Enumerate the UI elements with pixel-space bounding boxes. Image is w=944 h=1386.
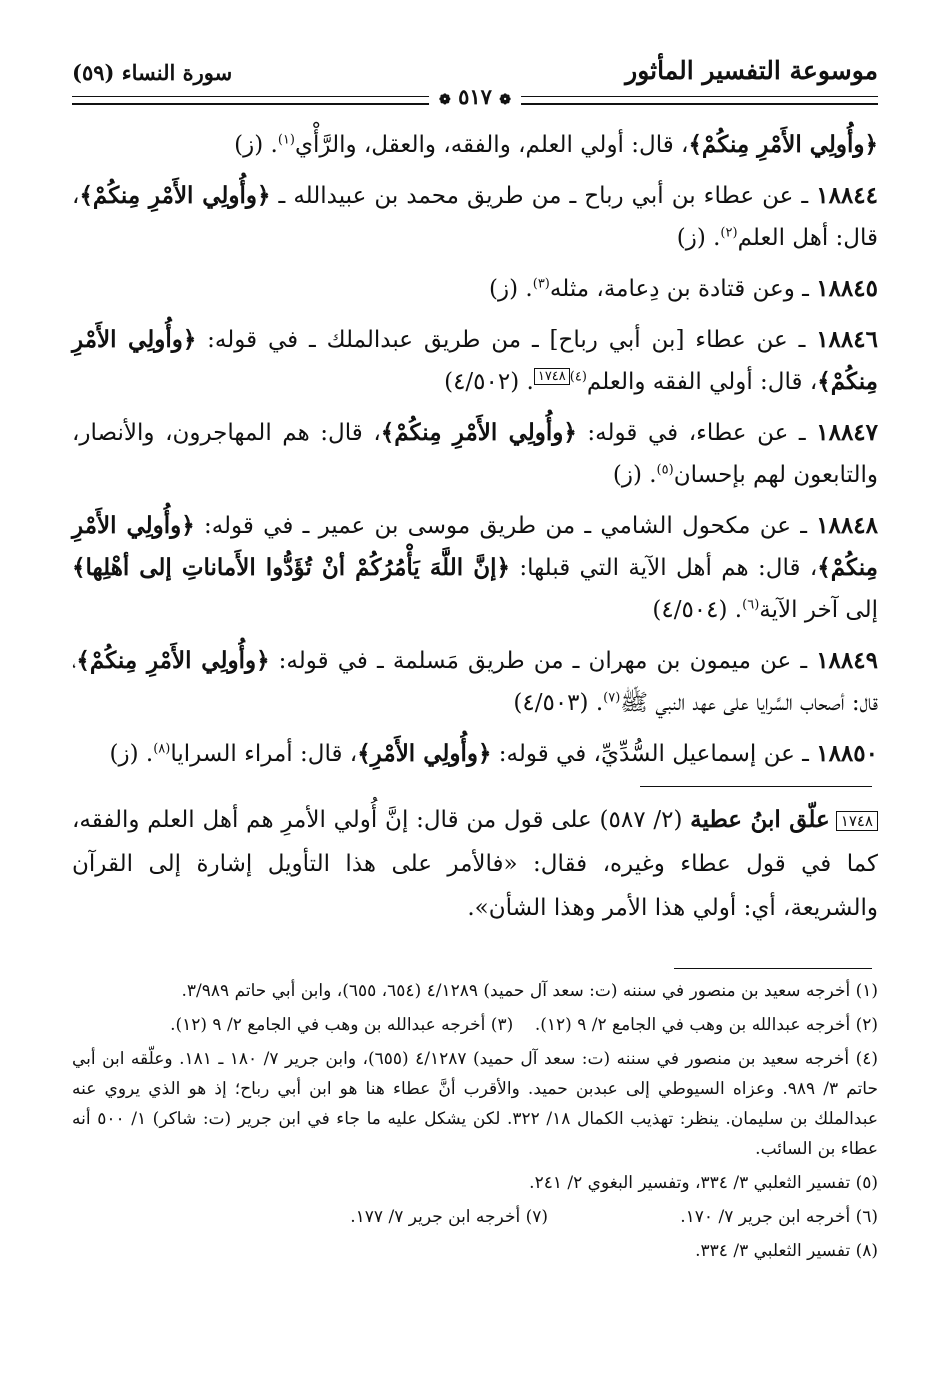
entry-number: ١٨٨٤٧ bbox=[816, 419, 879, 446]
entry-text: ، قال: أهل العلم bbox=[72, 183, 878, 251]
footnote-ref: (٣) bbox=[532, 276, 550, 292]
footnote-1: (١) أخرجه سعيد بن منصور في سننه (ت: سعد آل حميد) ٤/١٢٨٩ (٦٥٤، ٦٥٥)، وابن أبي حاتم ٣/٩٨٩. bbox=[181, 981, 878, 1001]
footnote-6: (٦) أخرجه ابن جرير ٧/ ١٧٠. bbox=[680, 1207, 878, 1227]
entry-text-2: إلى آخر الآية bbox=[759, 597, 878, 623]
entry-text: ، قال: أولي الفقه والعلم bbox=[586, 369, 818, 395]
entry-source: . (ز) bbox=[109, 741, 154, 767]
entry-18850 bbox=[72, 733, 878, 775]
footnote-6-7 bbox=[72, 1202, 878, 1232]
entry-number: ١٨٨٤٩ bbox=[816, 647, 878, 674]
footnote-3: (٣) أخرجه عبدالله بن وهب في الجامع ٢/ ٩ (١٢). bbox=[170, 1015, 514, 1035]
entry-18847 bbox=[72, 412, 878, 496]
entry-text: ، قال: هم أهل الآية التي قبلها: bbox=[509, 555, 818, 581]
entry-chain: ـ عن إسماعيل السُّدِّيِّ، في قوله: bbox=[491, 741, 817, 767]
entry-number: ١٨٨٥٠ bbox=[816, 740, 878, 767]
entry-text: ، قال: أولي العلم، والفقه، والعقل، والرَّأْي bbox=[294, 132, 689, 158]
commentary-block bbox=[72, 798, 878, 930]
entry-source: . (ز) bbox=[489, 276, 533, 302]
footnotes bbox=[72, 976, 878, 1270]
commentary-divider bbox=[640, 786, 872, 787]
footnote-5: (٥) تفسير الثعلبي ٣/ ٣٣٤، وتفسير البغوي ٢/ ٢٤١. bbox=[529, 1173, 878, 1193]
entry-chain: ـ عن عطاء، في قوله: bbox=[576, 420, 817, 446]
quran-quote: ﴿وأُولِي الأَمْرِ مِنكُمْ﴾ bbox=[688, 131, 878, 158]
footnote-8: (٨) تفسير الثعلبي ٣/ ٣٣٤. bbox=[695, 1241, 878, 1261]
quran-quote: ﴿وأُولِي الأَمْرِ﴾ bbox=[357, 740, 492, 767]
quran-quote: ﴿وأُولِي الأَمْرِ مِنكُمْ﴾ bbox=[79, 182, 271, 209]
entry-chain: ـ عن مكحول الشامي ـ من طريق موسى بن عمير ـ في قوله: bbox=[194, 513, 817, 539]
commentary-ref-box[interactable]: ١٧٤٨ bbox=[534, 368, 570, 385]
entry-text: ، قال: هم المهاجرون، والأنصار، والتابعون لهم بإحسان bbox=[72, 420, 878, 488]
commentary-lead: علّق ابنُ عطية bbox=[690, 806, 830, 833]
quran-quote-2: ﴿إنَّ اللَّهَ يَأْمُرُكُمْ أنْ تُؤَدُّوا الأَماناتِ إلى أهْلِها﴾ bbox=[72, 554, 510, 581]
footnote-7: (٧) أخرجه ابن جرير ٧/ ١٧٧. bbox=[350, 1207, 548, 1227]
footnote-ref: (٦) bbox=[742, 597, 760, 613]
entry-chain: ـ وعن قتادة بن دِعامة، مثله bbox=[549, 276, 817, 302]
page-number: ٥١٧ bbox=[458, 84, 492, 109]
entry-continued bbox=[72, 124, 878, 166]
entry-chain: ـ عن عطاء [بن أبي رباح] ـ من طريق عبدالملك ـ في قوله: bbox=[196, 327, 817, 353]
quran-quote: ﴿وأُولِي الأَمْرِ مِنكُمْ﴾ bbox=[76, 647, 270, 674]
page-header bbox=[72, 56, 878, 108]
surah-label: سورة النساء (٥٩) bbox=[72, 60, 233, 85]
entry-source: . (٤/٥٠٢) bbox=[444, 369, 534, 395]
entry-source: . (ز) bbox=[234, 132, 278, 158]
entry-source: . (ز) bbox=[612, 462, 657, 488]
main-text bbox=[72, 124, 878, 784]
entry-number: ١٨٨٤٨ bbox=[816, 512, 878, 539]
page-number-wrap bbox=[429, 84, 521, 109]
entry-source: . (ز) bbox=[676, 225, 721, 251]
footnote-ref: (٢) bbox=[720, 225, 738, 241]
quran-quote: ﴿وأُولِي الأَمْرِ مِنكُمْ﴾ bbox=[72, 326, 878, 395]
footnote-2: (٢) أخرجه عبدالله بن وهب في الجامع ٢/ ٩ (١٢). bbox=[534, 1015, 878, 1035]
entry-chain: ـ عن عطاء بن أبي رباح ـ من طريق محمد بن عبيدالله ـ bbox=[270, 183, 817, 209]
entry-text: ، قال: أصحاب السَّرايا على عهد النبي ﷺ bbox=[72, 648, 878, 716]
ornament-left-icon: ❁ bbox=[439, 92, 451, 108]
entry-18846 bbox=[72, 319, 878, 403]
entry-source: . (٤/٥٠٣) bbox=[513, 690, 604, 716]
entry-18848 bbox=[72, 505, 878, 631]
entry-source: . (٤/٥٠٤) bbox=[652, 597, 743, 623]
quran-quote: ﴿وأُولِي الأَمْرِ مِنكُمْ﴾ bbox=[72, 512, 878, 581]
entry-text: ، قال: أمراء السرايا bbox=[170, 741, 358, 767]
entry-number: ١٨٨٤٤ bbox=[816, 182, 878, 209]
footnote-4: (٤) أخرجه سعيد بن منصور في سننه (ت: سعد آل حميد) ٤/١٢٨٧ (٦٥٥)، وابن جرير ٧/ ١٨٠ ـ ١٨١. وعلّقه ابن أبي حاتم ٣/ ٩٨٩. وعزاه السيوطي إلى عبدبن حميد. والأقرب أنَّ عطاء هنا هو ابن أبي رباح؛ إذ هو الذي يروي عنه عبدالملك بن سليمان. ينظر: تهذيب الكمال ١٨/ ٣٢٢. لكن يشكل عليه ما جاء في ابن جرير (ت: شاكر) ١/ ٥٠٠ أنه عطاء بن السائب. bbox=[72, 1049, 878, 1159]
entry-chain: ـ عن ميمون بن مهران ـ من طريق مَسلمة ـ في قوله: bbox=[269, 648, 817, 674]
commentary-text: (٢/ ٥٨٧) على قول من قال: إنَّ أُولي الأمرِ هم أهل العلم والفقه، كما في قول عطاء وغيره، فقال: «فالأمر على هذا التأويل إشارة إلى القرآن والشريعة، أي: أولي هذا الأمر وهذا الشأن». bbox=[72, 807, 878, 921]
footnote-2-3 bbox=[72, 1010, 878, 1040]
ornament-right-icon: ❁ bbox=[499, 92, 511, 108]
book-title: موسوعة التفسير المأثور bbox=[625, 56, 878, 85]
quran-quote: ﴿وأُولِي الأَمْرِ مِنكُمْ﴾ bbox=[380, 419, 577, 446]
entry-18844 bbox=[72, 175, 878, 259]
commentary-number-box: ١٧٤٨ bbox=[836, 811, 878, 831]
footnotes-divider bbox=[674, 968, 872, 969]
commentary-paragraph bbox=[72, 798, 878, 930]
entry-number: ١٨٨٤٥ bbox=[816, 275, 878, 302]
entry-18845 bbox=[72, 268, 878, 310]
entry-18849 bbox=[72, 640, 878, 724]
footnote-ref: (٨) bbox=[153, 741, 171, 757]
footnote-ref: (٥) bbox=[656, 462, 674, 478]
footnote-ref: (٤) bbox=[569, 369, 587, 385]
entry-number: ١٨٨٤٦ bbox=[816, 326, 878, 353]
footnote-ref: (١) bbox=[277, 132, 295, 148]
footnote-ref: (٧) bbox=[603, 690, 621, 706]
